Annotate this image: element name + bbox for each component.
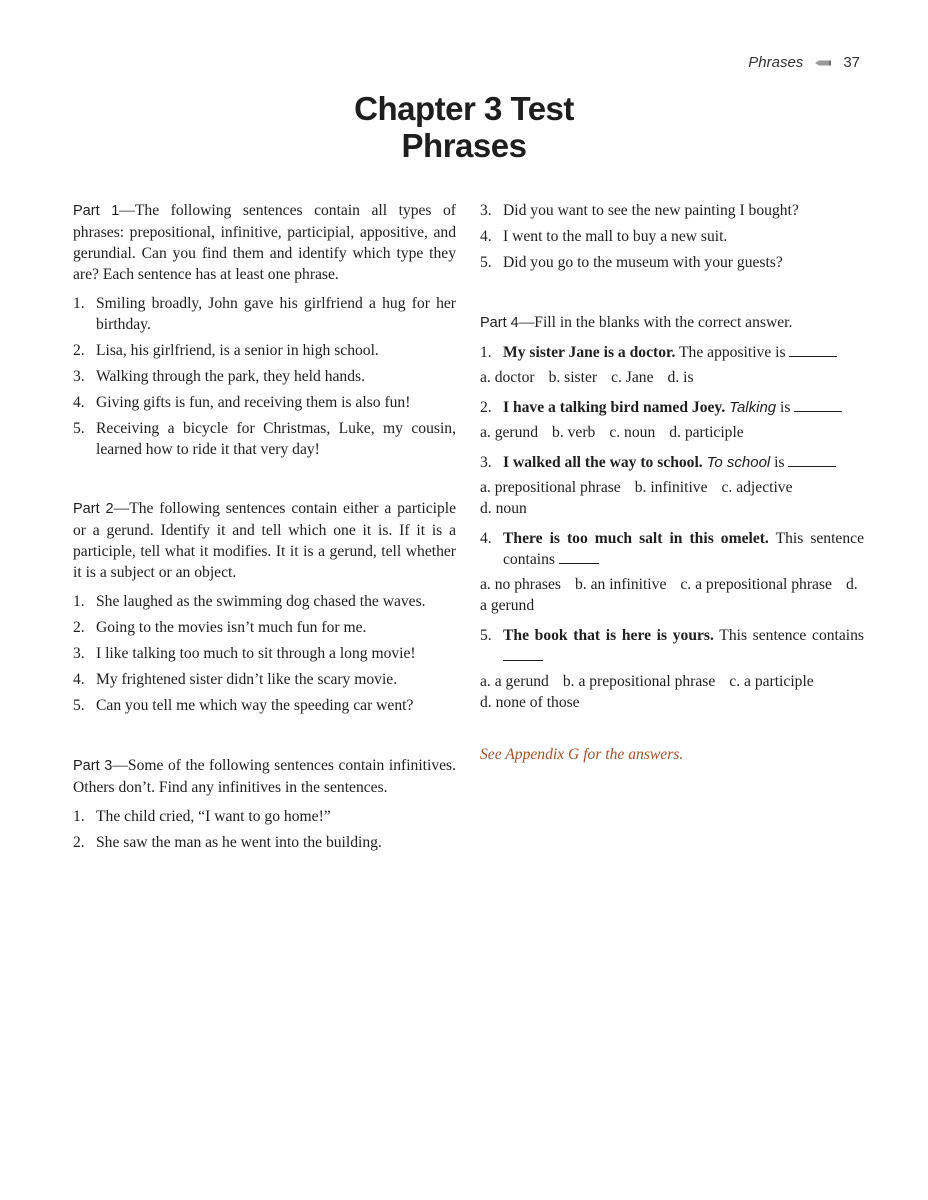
part1-instructions: —The following sentences contain all types of phrases: prepositional, infinitive, participial, appositive, and gerundial. Can you find them and identify which type they are? Each sentence has at least one phrase.: [73, 202, 457, 283]
list-item: [73, 695, 456, 716]
item-text: Did you want to see the new painting I bought?: [503, 202, 799, 219]
pencil-icon: [815, 59, 831, 67]
option: c. adjective: [721, 479, 793, 496]
part3-list-left: [73, 806, 456, 853]
question-prompt: The appositive is: [675, 344, 790, 361]
item-number: 4.: [480, 228, 492, 245]
question-options: [480, 367, 864, 388]
item-text: She saw the man as he went into the building.: [96, 834, 382, 851]
list-item: [73, 293, 456, 335]
item-number: 4.: [73, 394, 85, 411]
option: c. a prepositional phrase: [680, 576, 832, 593]
running-head-section: Phrases: [748, 54, 804, 71]
question-prompt: is: [770, 454, 789, 471]
page-title: [0, 90, 928, 164]
item-number: 5.: [73, 420, 85, 437]
option: c. noun: [609, 424, 656, 441]
question-options: [480, 671, 864, 713]
part3-label: Part 3: [73, 758, 113, 774]
list-item: [73, 617, 456, 638]
list-item: [480, 252, 864, 273]
part4-intro: [480, 312, 864, 334]
item-text: My frightened sister didn’t like the scary movie.: [96, 671, 398, 688]
page-number: 37: [843, 54, 860, 71]
part2-intro: [73, 498, 456, 583]
option: b. sister: [548, 369, 598, 386]
part1-label: Part 1: [73, 203, 120, 219]
question-sentence: The book that is here is yours.: [503, 627, 714, 644]
list-item: [73, 591, 456, 612]
answer-blank[interactable]: [789, 342, 837, 357]
question-prompt: This sentence contains: [503, 530, 864, 568]
part2-label: Part 2: [73, 501, 114, 517]
title-line-2: Phrases: [401, 127, 527, 164]
item-text: Can you tell me which way the speeding car went?: [96, 697, 414, 714]
part2-list: [73, 591, 456, 716]
answer-blank[interactable]: [794, 397, 842, 412]
item-number: 2.: [73, 342, 85, 359]
list-item: [73, 392, 456, 413]
item-number: 1.: [73, 593, 85, 610]
question-term: To school: [706, 454, 771, 471]
option: b. an infinitive: [574, 576, 667, 593]
question-prompt: is: [776, 399, 795, 416]
item-number: 3.: [480, 202, 492, 219]
item-number: 2.: [73, 834, 85, 851]
part1-list: [73, 293, 456, 460]
answer-blank[interactable]: [503, 646, 543, 661]
question-options: [480, 477, 864, 519]
part2-instructions: —The following sentences contain either a participle or a gerund. Identify it and tell which one it is. If it is a participle, tell what it modifies. It it is a gerund, tell whether it is a subject or an object.: [73, 500, 457, 581]
part4-label: Part 4: [480, 315, 519, 331]
question-sentence: I have a talking bird named Joey.: [503, 399, 726, 416]
list-item: [73, 832, 456, 853]
list-item: [73, 340, 456, 361]
question-number: 3.: [480, 454, 492, 471]
item-number: 5.: [480, 254, 492, 271]
item-text: I went to the mall to buy a new suit.: [503, 228, 728, 245]
item-text: Receiving a bicycle for Christmas, Luke, my cousin, learned how to ride it that very day!: [96, 420, 456, 458]
question: [480, 528, 864, 570]
part3-list-right: [480, 200, 864, 273]
question-number: 1.: [480, 344, 492, 361]
running-head: [748, 54, 860, 71]
list-item: [73, 418, 456, 460]
item-text: Going to the movies isn’t much fun for me.: [96, 619, 367, 636]
answer-blank[interactable]: [788, 452, 836, 467]
question-sentence: There is too much salt in this omelet.: [503, 530, 769, 547]
item-text: Did you go to the museum with your guests?: [503, 254, 783, 271]
item-number: 4.: [73, 671, 85, 688]
item-number: 1.: [73, 295, 85, 312]
right-column: [480, 200, 864, 765]
item-number: 3.: [73, 368, 85, 385]
part4-instructions: —Fill in the blanks with the correct answer.: [518, 314, 793, 331]
item-text: I like talking too much to sit through a long movie!: [96, 645, 416, 662]
question-number: 5.: [480, 627, 492, 644]
item-text: Giving gifts is fun, and receiving them is also fun!: [96, 394, 411, 411]
option: a. no phrases: [480, 576, 561, 593]
item-number: 1.: [73, 808, 85, 825]
option: c. Jane: [611, 369, 654, 386]
option: b. a prepositional phrase: [562, 673, 716, 690]
option: a. gerund: [480, 424, 539, 441]
item-text: The child cried, “I want to go home!”: [96, 808, 331, 825]
option: d. is: [667, 369, 694, 386]
left-column: [73, 200, 456, 858]
question-options: [480, 574, 864, 616]
item-number: 5.: [73, 697, 85, 714]
list-item: [73, 669, 456, 690]
question: [480, 397, 864, 418]
question-number: 4.: [480, 530, 492, 547]
item-text: Walking through the park, they held hands.: [96, 368, 365, 385]
option: a. a gerund: [480, 673, 549, 690]
list-item: [73, 643, 456, 664]
option: a. prepositional phrase: [480, 479, 621, 496]
option: d. noun: [480, 500, 527, 517]
question-options: [480, 422, 864, 443]
list-item: [480, 200, 864, 221]
list-item: [73, 366, 456, 387]
option: c. a participle: [729, 673, 814, 690]
option: d. none of those: [480, 694, 580, 711]
part1-intro: [73, 200, 456, 285]
option: d. participle: [669, 424, 744, 441]
part3-intro: [73, 755, 456, 798]
question-number: 2.: [480, 399, 492, 416]
item-number: 2.: [73, 619, 85, 636]
appendix-note: See Appendix G for the answers.: [480, 746, 684, 763]
option: b. infinitive: [634, 479, 708, 496]
item-text: Smiling broadly, John gave his girlfriend a hug for her birthday.: [96, 295, 456, 333]
question-prompt: This sentence contains: [713, 627, 864, 644]
option: a. doctor: [480, 369, 535, 386]
title-line-1: Chapter 3 Test: [354, 90, 574, 127]
answer-blank[interactable]: [559, 549, 599, 564]
question-sentence: I walked all the way to school.: [503, 454, 703, 471]
question-term: Talking: [729, 399, 777, 416]
option: b. verb: [552, 424, 596, 441]
item-number: 3.: [73, 645, 85, 662]
item-text: She laughed as the swimming dog chased the waves.: [96, 593, 426, 610]
question: [480, 342, 864, 363]
question-sentence: My sister Jane is a doctor.: [503, 344, 676, 361]
option: d. a gerund: [480, 576, 858, 614]
list-item: [73, 806, 456, 827]
list-item: [480, 226, 864, 247]
part3-instructions: —Some of the following sentences contain infinitives. Others don’t. Find any infinitives in the sentences.: [73, 757, 456, 796]
question: [480, 452, 864, 473]
item-text: Lisa, his girlfriend, is a senior in high school.: [96, 342, 379, 359]
question: [480, 625, 864, 667]
